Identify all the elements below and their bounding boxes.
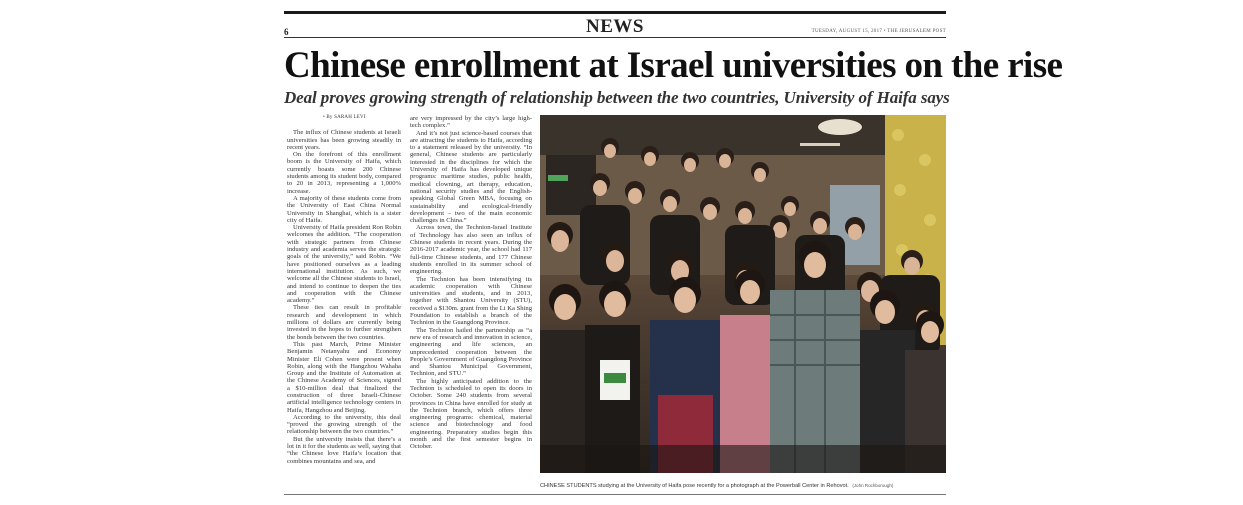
byline: • By SARAH LEVI (323, 115, 366, 120)
paragraph: The highly anticipated addition to the Technion is scheduled to open its doors in October. Some 240 students from several provinces in China have enrolled for study at the Technion branch, which offers three engineering programs: chemical, material science and biotechnology and food engineering. Preparatory studies begin this month and the first semester begins in October. (410, 377, 532, 451)
newspaper-page (284, 8, 1063, 498)
photo-credit: (John Rochborough) (852, 483, 894, 488)
paragraph: The Technion has been intensifying its academic cooperation with Chinese universities and students, and in 2013, together with Shantou University (STU), received a $130m. grant from the Li Ka Shing Foundation to establish a branch of the Technion in the Guangdong Province. (410, 275, 532, 327)
page-number: 6 (284, 27, 289, 37)
paragraph: University of Haifa president Ron Robin welcomes the addition. “The cooperation with strategic partners from Chinese industry and academia serves the strategic goals of the university,” said Robin. “We have positioned ourselves as a leading international institution. As such, we welcome all the Chinese students to Israel, and intend to continue to deepen the ties and cooperation with the Chinese academy.” (287, 224, 401, 305)
masthead-rule (284, 37, 946, 38)
group-photo (540, 115, 946, 473)
paragraph: A majority of these students come from the University of East China Normal University in Shanghai, which is a sister city of Haifa. (287, 194, 401, 224)
date-line: TUESDAY, AUGUST 15, 2017 • THE JERUSALEM POST (811, 29, 946, 34)
paragraph: On the forefront of this enrollment boom is the University of Haifa, which currently boasts some 200 Chinese students among its student body, compared to 20 in 2013, representing a 1,000% increase. (287, 151, 401, 195)
paragraph: But the university insists that there’s a lot in it for the students as well, saying that “the Chinese love Haifa’s location that combines mountains and sea, and (287, 435, 401, 465)
subhead: Deal proves growing strength of relationship between the two countries, University of Haifa says (284, 88, 950, 107)
paragraph: These ties can result in profitable research and development in which millions of dollars are currently being invested in the hopes to further strengthen the bonds between the two countries. (287, 304, 401, 341)
headline: Chinese enrollment at Israel universities on the rise (284, 45, 1063, 86)
article-column-1 (287, 114, 401, 465)
paragraph: According to the university, this deal “proved the growing strength of the relationship between the two countries.” (287, 413, 401, 436)
caption-text: CHINESE STUDENTS studying at the University of Haifa pose recently for a photograph at the Powerball Center in Rehovot. (540, 483, 849, 489)
bottom-rule (284, 494, 946, 495)
paragraph: And it’s not just science-based courses that are attracting the students to Haifa, according to a statement released by the university. “In general, Chinese students are particularly interested in the disciplines for which the University of Haifa has developed unique programs: maritime studies, public health, medical clowning, art therapy, education, national security studies and the English-speaking Global Green MBA, focusing on sustainability and ecological-friendly development – two of the main economic challenges in China.” (410, 129, 532, 225)
paragraph: Across town, the Technion-Israel Institute of Technology has also seen an influx of Chinese students in recent years. During the 2016-2017 academic year, the school had 117 full-time Chinese students, and 177 Chinese students enrolled in its summer school of engineering. (410, 224, 532, 276)
paragraph: are very impressed by the city’s large high-tech complex.” (410, 115, 532, 130)
paragraph: The Technion hailed the partnership as “a new era of research and innovation in science, engineering and life sciences, an unprecedented cooperation between the People’s Government of Guangdong Province and Shantou Municipal Government, Technion, and STU.” (410, 326, 532, 378)
group-photo-illustration (540, 115, 946, 473)
top-rule (284, 11, 946, 14)
paragraph: This past March, Prime Minister Benjamin Netanyahu and Economy Minister Eli Cohen were present when Robin, along with the Hangzhou Wahaha Group and the Institute of Automation at the Chinese Academy of Sciences, signed a $10-million deal that finalized the construction of three Israeli-Chinese artificial intelligence technology centers in Haifa, Hangzhou and Beijing. (287, 340, 401, 414)
section-title: NEWS (586, 16, 644, 37)
photo-caption (540, 483, 946, 489)
article-column-2 (410, 115, 532, 451)
paragraph: The influx of Chinese students at Israeli universities has been growing steadily in recent years. (287, 129, 401, 151)
